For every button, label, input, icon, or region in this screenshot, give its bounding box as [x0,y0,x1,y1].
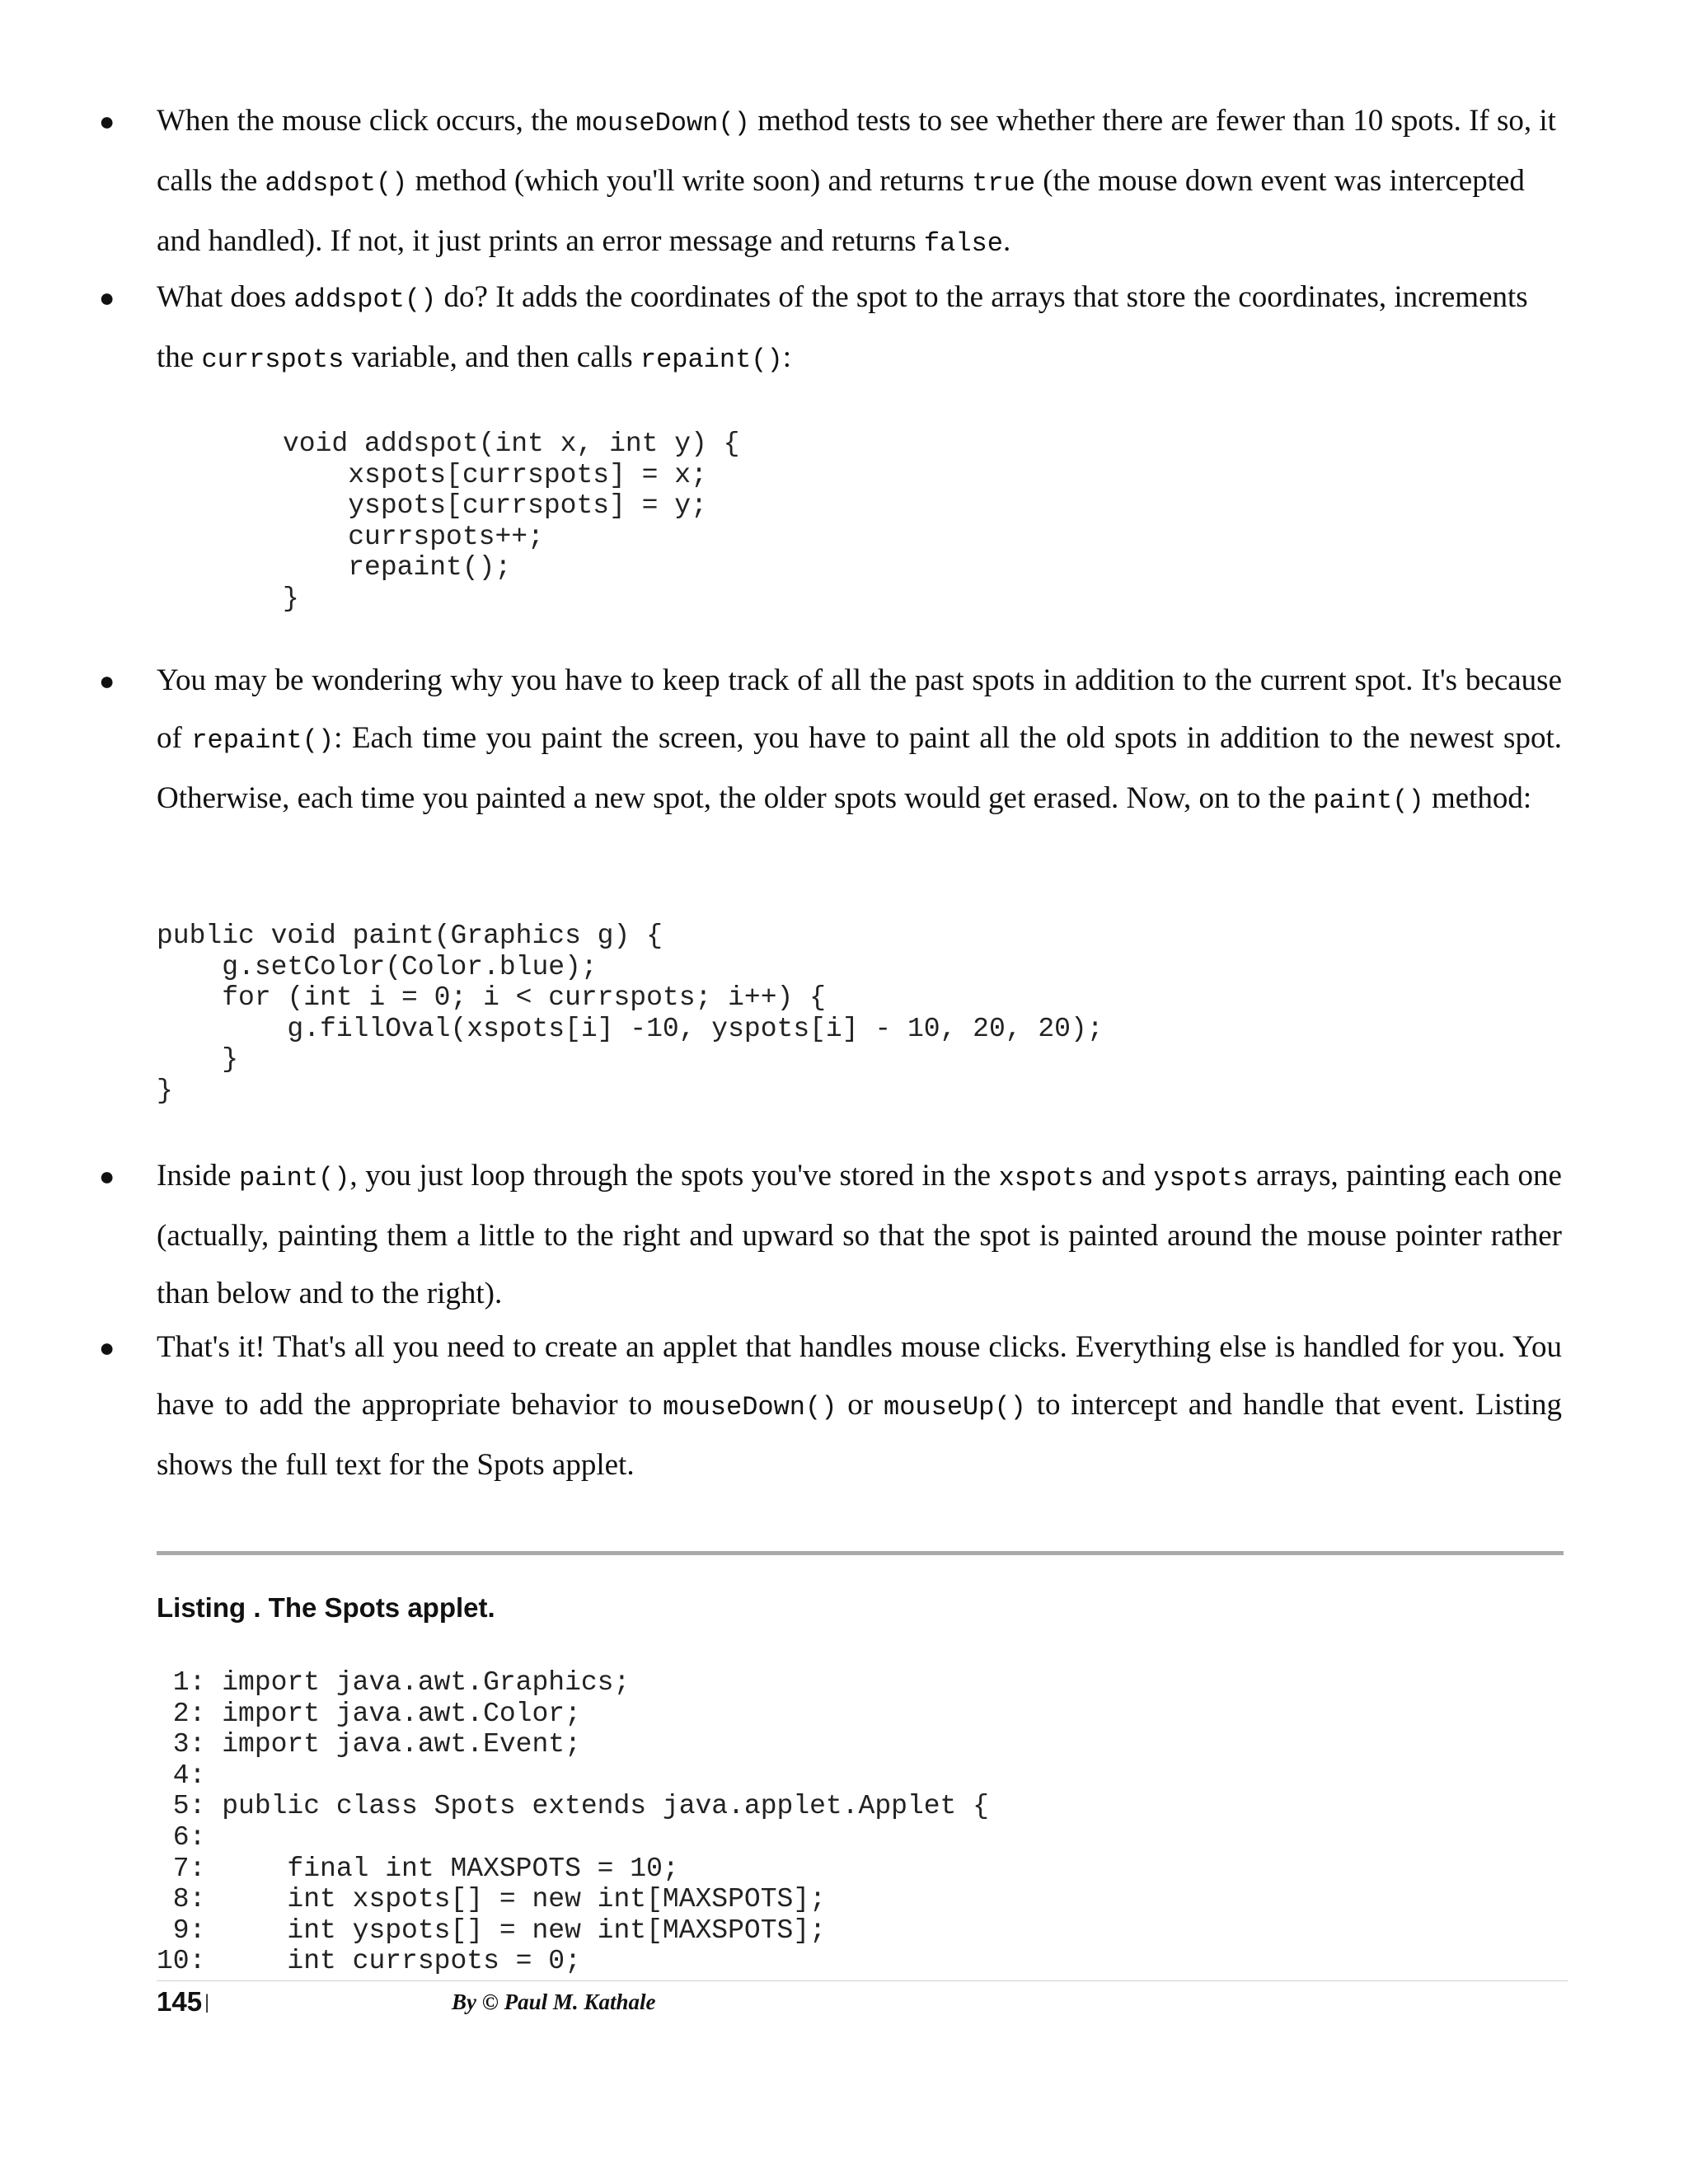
bullet-icon: ● [99,283,115,312]
inline-code: paint() [1313,785,1424,816]
inline-code: addspot() [265,168,408,199]
inline-code: paint() [239,1163,350,1193]
inline-code: addspot() [293,284,437,315]
code-block-addspot: void addspot(int x, int y) { xspots[currspots] = x; yspots[currspots] = y; currspots++; repaint(); } [283,429,740,614]
author-credit: By © Paul M. Kathale [452,1990,656,2014]
inline-code: mouseUp() [884,1392,1026,1422]
inline-code: false [923,228,1003,259]
inline-code: xspots [998,1163,1094,1193]
page-number-separator: | [204,1991,210,2013]
paragraph: That's it! That's all you need to create an applet that handles mouse clicks. Everything else is handled for you. You have to add the appropriate behavior to mouseDown() or mouseUp() to intercept and handle that event. Listing shows the full text for the Spots applet. [157,1330,1563,1482]
code-block-paint: public void paint(Graphics g) { g.setColor(Color.blue); for (int i = 0; i < currspots; i++) { g.fillOval(xspots[i] -10, yspots[i] - 10, 20, 20); } } [157,921,1104,1106]
inline-code: yspots [1153,1163,1249,1193]
footer-divider [157,1980,1568,1981]
paragraph: You may be wondering why you have to keep track of all the past spots in addition to the current spot. It's because of repaint(): Each time you paint the screen, you have to paint all the old spots in addition to the newest spot. Otherwise, each time you painted a new spot, the older spots would get erased. Now, on to the paint() method: [157,663,1562,816]
bullet-item [99,269,1562,389]
listing-title: Listing . The Spots applet. [157,1592,495,1623]
bullet-icon: ● [99,106,115,136]
bullet-item [99,652,1562,830]
bullet-item [99,1319,1563,1494]
section-divider [157,1551,1564,1555]
inline-code: repaint() [640,344,783,375]
inline-code: true [972,168,1036,199]
paragraph: What does addspot() do? It adds the coordinates of the spot to the arrays that store the coordinates, increments the currspots variable, and then calls repaint(): [157,280,1528,375]
inline-code: repaint() [191,725,335,756]
bullet-icon: ● [99,1161,115,1191]
page-number: 145 [157,1986,203,2017]
inline-code: mouseDown() [663,1392,837,1422]
inline-code: currspots [201,344,345,375]
code-listing: 1: import java.awt.Graphics; 2: import java.awt.Color; 3: import java.awt.Event; 4: 5: public class Spots extends java.applet.Applet { 6: 7: final int MAXSPOTS = 10; 8: int xspots[] = new int[MAXSPOTS]; 9: int yspots[] = new int[MAXSPOTS]; 10: int currspots = 0; [157,1667,989,1977]
bullet-icon: ● [99,666,115,696]
paragraph: When the mouse click occurs, the mouseDown() method tests to see whether there are fewer than 10 spots. If so, it calls the addspot() method (which you'll write soon) and returns true (the mouse down event was intercepted and handled). If not, it just prints an error message and returns false. [157,104,1556,259]
paragraph: Inside paint(), you just loop through the spots you've stored in the xspots and yspots arrays, painting each one (actually, painting them a little to the right and upward so that the spot is painted around the mouse pointer rather than below and to the right). [157,1159,1562,1310]
inline-code: mouseDown() [575,108,750,138]
bullet-item [99,1147,1562,1323]
bullet-item [99,92,1562,273]
bullet-icon: ● [99,1333,115,1362]
